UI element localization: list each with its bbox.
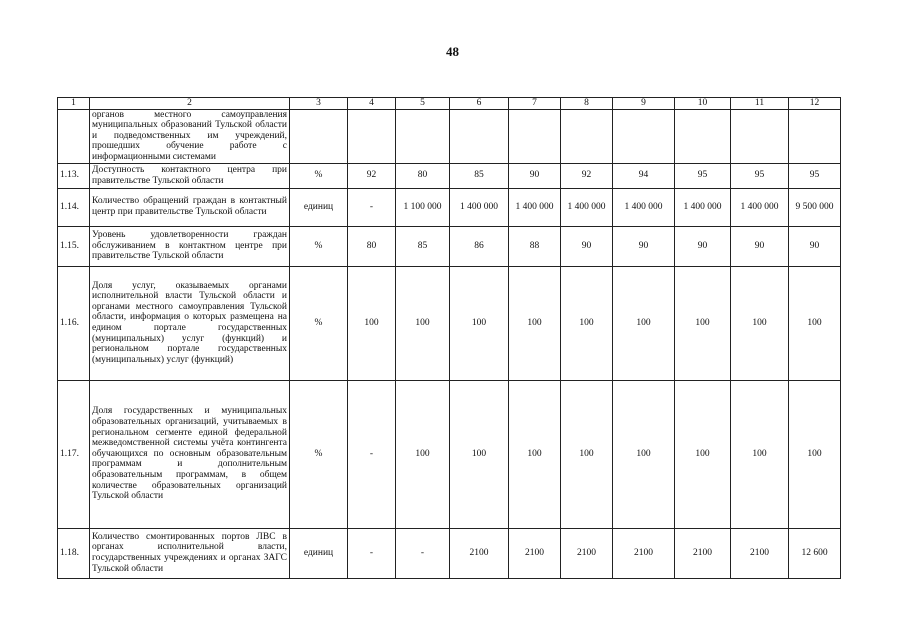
header-cell: 9	[613, 98, 675, 110]
header-cell: 3	[290, 98, 348, 110]
row-unit: %	[290, 380, 348, 528]
row-id: 1.14.	[58, 188, 90, 226]
table-row	[58, 226, 841, 266]
row-value: 80	[396, 163, 450, 188]
row-value: 2100	[731, 528, 789, 578]
row-id: 1.17.	[58, 380, 90, 528]
row-value: 94	[613, 163, 675, 188]
row-value	[450, 109, 509, 163]
row-value	[561, 109, 613, 163]
row-value: 100	[675, 266, 731, 380]
row-description: Уровень удовлетворенности граждан обслуживанием в контактном центре при правительстве Тульской области	[90, 226, 290, 266]
header-cell: 11	[731, 98, 789, 110]
row-value: 100	[561, 266, 613, 380]
row-value: 100	[348, 266, 396, 380]
row-unit	[290, 109, 348, 163]
row-description: Доля государственных и муниципальных образовательных организаций, учитываемых в региональном сегменте единой федеральной межведомственной системы учёта контингента обучающихся по основным образовательным программам и дополнительным образовательным программам, в общем количестве образовательных организаций Тульской области	[90, 380, 290, 528]
row-value: 2100	[450, 528, 509, 578]
table-row	[58, 163, 841, 188]
header-cell: 5	[396, 98, 450, 110]
row-value: 85	[396, 226, 450, 266]
row-value: 85	[450, 163, 509, 188]
row-value: 12 600	[789, 528, 841, 578]
table-row	[58, 266, 841, 380]
row-value: 1 400 000	[450, 188, 509, 226]
row-value: 90	[675, 226, 731, 266]
row-value: 100	[561, 380, 613, 528]
row-value: 2100	[613, 528, 675, 578]
row-value: -	[348, 188, 396, 226]
row-id	[58, 109, 90, 163]
table-row	[58, 188, 841, 226]
row-value: 1 400 000	[561, 188, 613, 226]
page-number: 48	[446, 44, 459, 59]
row-value: 9 500 000	[789, 188, 841, 226]
row-value: 90	[613, 226, 675, 266]
row-value: 100	[789, 380, 841, 528]
row-description: Доля услуг, оказываемых органами исполнительной власти Тульской области и органами местного самоуправления Тульской области, информация о которых размещена на едином портале государственных (муниципальных) услуг (функций) и региональном портале государственных (муниципальных) услуг (функций)	[90, 266, 290, 380]
row-value: 100	[509, 380, 561, 528]
row-description: Количество обращений граждан в контактный центр при правительстве Тульской области	[90, 188, 290, 226]
row-id: 1.16.	[58, 266, 90, 380]
row-value: 90	[731, 226, 789, 266]
header-cell: 4	[348, 98, 396, 110]
header-cell: 7	[509, 98, 561, 110]
row-value: 100	[450, 266, 509, 380]
row-id: 1.13.	[58, 163, 90, 188]
header-cell: 10	[675, 98, 731, 110]
table-row	[58, 109, 841, 163]
header-cell: 2	[90, 98, 290, 110]
row-description: органов местного самоуправления муниципальных образований Тульской области и подведомственных им учреждений, прошедших обучение работе с информационными системами	[90, 109, 290, 163]
row-value: 90	[561, 226, 613, 266]
indicators-table	[57, 97, 841, 579]
row-value: 100	[675, 380, 731, 528]
row-value: 2100	[509, 528, 561, 578]
row-id: 1.18.	[58, 528, 90, 578]
row-value: 95	[675, 163, 731, 188]
row-value: -	[348, 528, 396, 578]
row-value: 90	[509, 163, 561, 188]
row-value: 100	[450, 380, 509, 528]
row-value: 90	[789, 226, 841, 266]
header-cell: 6	[450, 98, 509, 110]
table-row	[58, 380, 841, 528]
row-value	[731, 109, 789, 163]
row-value: 100	[396, 380, 450, 528]
row-value	[675, 109, 731, 163]
header-cell: 12	[789, 98, 841, 110]
row-value: -	[396, 528, 450, 578]
row-value	[613, 109, 675, 163]
row-unit: единиц	[290, 528, 348, 578]
row-value: 100	[731, 380, 789, 528]
row-value: 1 400 000	[613, 188, 675, 226]
row-unit: %	[290, 266, 348, 380]
row-unit: единиц	[290, 188, 348, 226]
row-value: 2100	[561, 528, 613, 578]
row-value: 100	[396, 266, 450, 380]
row-description: Количество смонтированных портов ЛВС в органах исполнительной власти, государственных учреждениях и органах ЗАГС Тульской области	[90, 528, 290, 578]
row-value: 86	[450, 226, 509, 266]
row-value	[789, 109, 841, 163]
row-value: 1 100 000	[396, 188, 450, 226]
row-value: 1 400 000	[509, 188, 561, 226]
row-value: 92	[561, 163, 613, 188]
row-value: -	[348, 380, 396, 528]
row-value: 100	[509, 266, 561, 380]
row-value: 95	[731, 163, 789, 188]
row-value: 100	[789, 266, 841, 380]
row-value: 80	[348, 226, 396, 266]
header-cell: 8	[561, 98, 613, 110]
row-value: 100	[731, 266, 789, 380]
row-value: 100	[613, 266, 675, 380]
table-header-row	[58, 98, 841, 110]
row-unit: %	[290, 163, 348, 188]
row-value	[509, 109, 561, 163]
table-row	[58, 528, 841, 578]
row-value	[348, 109, 396, 163]
row-value: 95	[789, 163, 841, 188]
row-value: 1 400 000	[731, 188, 789, 226]
row-value: 1 400 000	[675, 188, 731, 226]
row-value: 88	[509, 226, 561, 266]
header-cell: 1	[58, 98, 90, 110]
row-value: 92	[348, 163, 396, 188]
row-value	[396, 109, 450, 163]
row-id: 1.15.	[58, 226, 90, 266]
row-value: 2100	[675, 528, 731, 578]
row-unit: %	[290, 226, 348, 266]
row-value: 100	[613, 380, 675, 528]
row-description: Доступность контактного центра при правительстве Тульской области	[90, 163, 290, 188]
